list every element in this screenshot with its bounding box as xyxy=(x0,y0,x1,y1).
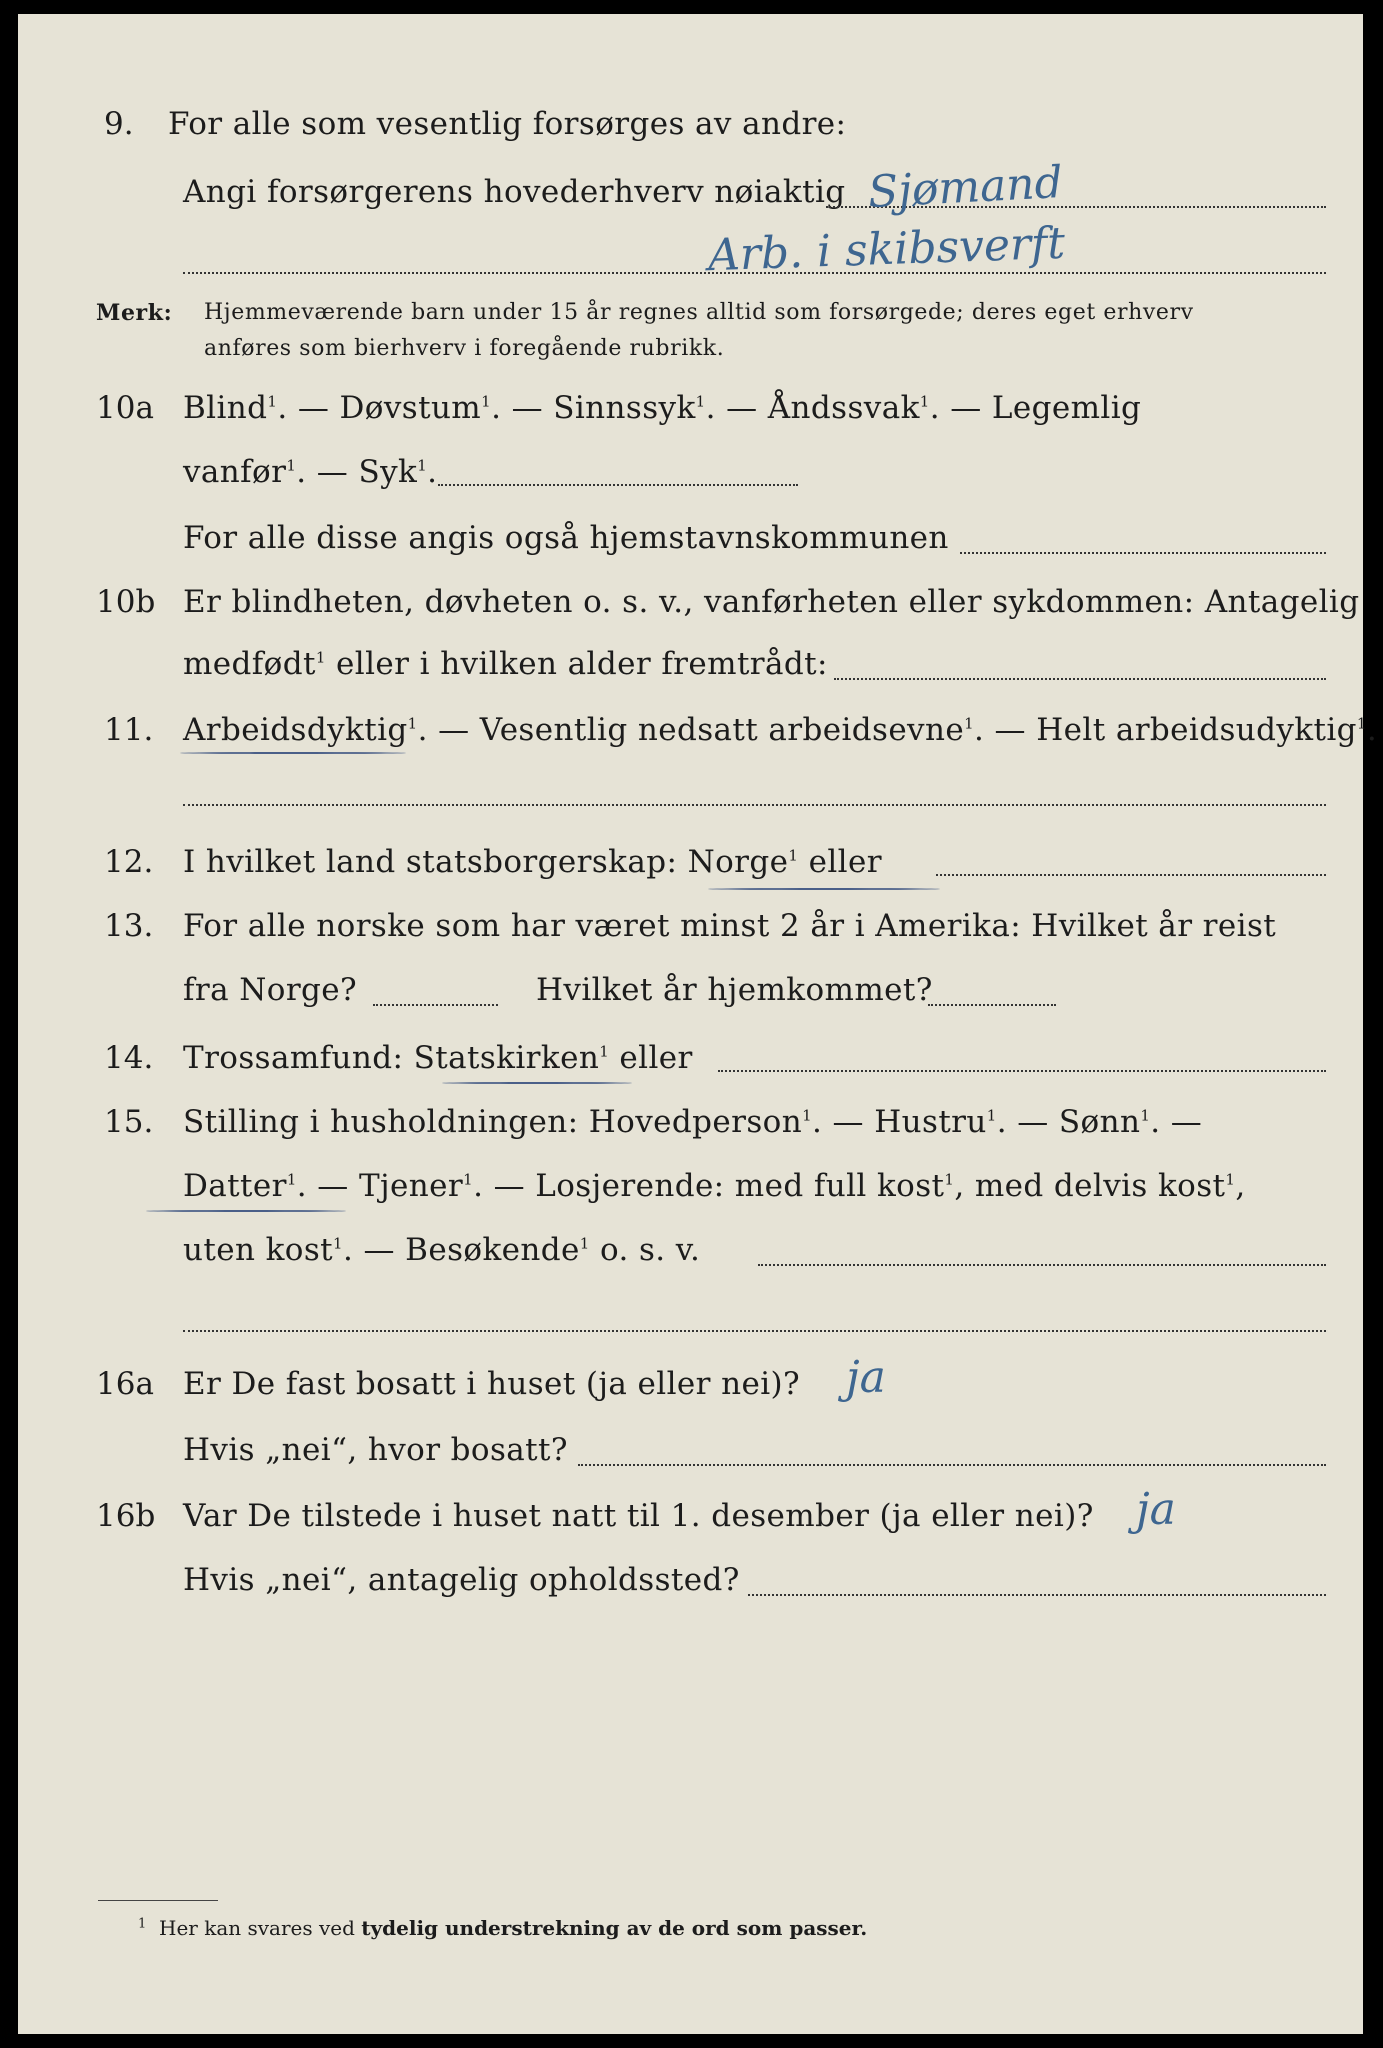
item-number: 13. xyxy=(104,908,154,944)
item-number: 16a xyxy=(96,1366,154,1402)
question-text: Trossamfund: Statskirken$^1$ eller xyxy=(183,1040,693,1076)
handwritten-answer: ja xyxy=(1136,1484,1176,1535)
question-text: uten kost$^1$. — Besøkende$^1$ o. s. v. xyxy=(183,1232,701,1268)
item-number: 9. xyxy=(104,106,134,142)
question-text: Datter$^1$. — Tjener$^1$. — Losjerende: med full kost$^1$, med delvis kost$^1$, xyxy=(183,1168,1246,1204)
answer-line xyxy=(758,1264,1326,1266)
item-number: 12. xyxy=(104,844,154,880)
answer-line xyxy=(936,874,1326,876)
question-text: For alle disse angis også hjemstavnskommunen xyxy=(183,520,949,556)
question-text: Arbeidsdyktig$^1$. — Vesentlig nedsatt arbeidsevne$^1$. — Helt arbeidsudyktig$^1$. xyxy=(183,712,1378,748)
item-number: 10a xyxy=(96,390,154,426)
footnote-rule xyxy=(98,1900,218,1901)
item-number: 14. xyxy=(104,1040,154,1076)
answer-line xyxy=(748,1594,1326,1596)
answer-underline xyxy=(146,1210,346,1212)
answer-underline xyxy=(442,1082,632,1084)
note-text: anføres som bierhverv i foregående rubrikk. xyxy=(204,336,725,361)
answer-line xyxy=(183,1330,1326,1332)
answer-line xyxy=(718,1070,1326,1072)
question-text: Angi forsørgerens hovederhverv nøiaktig xyxy=(183,174,846,210)
question-text: medfødt$^1$ eller i hvilken alder fremtrådt: xyxy=(183,646,828,682)
question-text: Hvis „nei“, antagelig opholdssted? xyxy=(183,1562,740,1598)
question-text: vanfør$^1$. — Syk$^1$. xyxy=(183,454,438,490)
question-text: For alle som vesentlig forsørges av andre: xyxy=(168,106,847,142)
answer-line xyxy=(834,678,1326,680)
item-number: 16b xyxy=(96,1498,156,1534)
question-text: fra Norge? xyxy=(183,972,358,1008)
answer-line xyxy=(183,804,1326,806)
item-number: 10b xyxy=(96,584,156,620)
answer-line xyxy=(578,1464,1326,1466)
handwritten-answer: ja xyxy=(846,1352,886,1403)
item-number: 15. xyxy=(104,1104,154,1140)
question-text: Er De fast bosatt i huset (ja eller nei)? xyxy=(183,1366,801,1402)
question-text: Blind$^1$. — Døvstum$^1$. — Sinnssyk$^1$. — Åndssvak$^1$. — Legemlig xyxy=(183,390,1142,426)
question-text: For alle norske som har været minst 2 år i Amerika: Hvilket år reist xyxy=(183,908,1277,944)
answer-line xyxy=(373,1004,498,1006)
census-form-page xyxy=(18,14,1378,2034)
question-text: Var De tilstede i huset natt til 1. desember (ja eller nei)? xyxy=(183,1498,1094,1534)
question-text: Er blindheten, døvheten o. s. v., vanførheten eller sykdommen: Antagelig xyxy=(183,584,1360,620)
question-text: Stilling i husholdningen: Hovedperson$^1$. — Hustru$^1$. — Sønn$^1$. — xyxy=(183,1104,1203,1140)
answer-line xyxy=(438,484,798,486)
handwritten-answer: Sjømand xyxy=(866,156,1064,219)
note-text: Hjemmeværende barn under 15 år regnes alltid som forsørgede; deres eget erhverv xyxy=(204,300,1194,325)
question-text: Hvilket år hjemkommet? xyxy=(536,972,933,1008)
footnote: $^1$ Her kan svares ved tydelig understrekning av de ord som passer. xyxy=(138,1916,868,1940)
answer-line xyxy=(960,552,1326,554)
answer-underline xyxy=(708,888,940,890)
item-number: 11. xyxy=(104,712,154,748)
answer-underline xyxy=(180,752,406,754)
note-label: Merk: xyxy=(96,300,173,326)
question-text: Hvis „nei“, hvor bosatt? xyxy=(183,1432,568,1468)
answer-line xyxy=(928,1004,1056,1006)
question-text: I hvilket land statsborgerskap: Norge$^1$ eller xyxy=(183,844,882,880)
handwritten-answer: Arb. i skibsverft xyxy=(707,217,1066,282)
